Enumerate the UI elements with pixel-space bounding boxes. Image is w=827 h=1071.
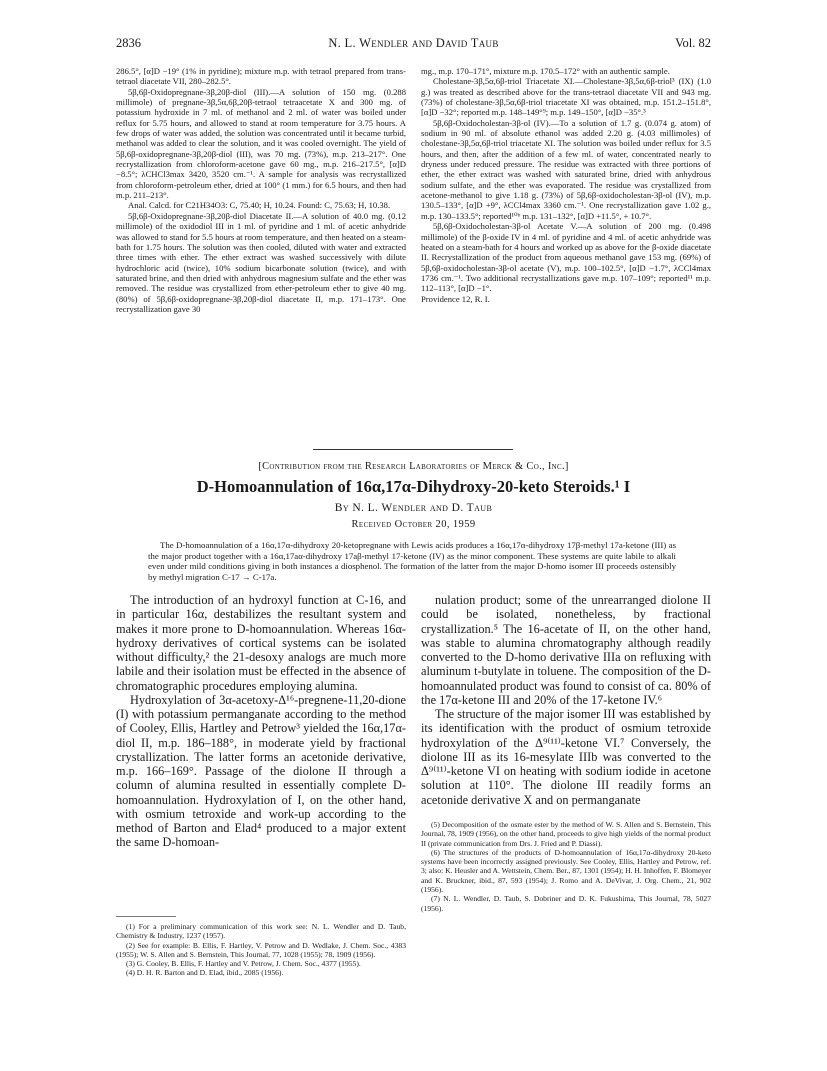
- experimental-paragraph: 5β,6β-Oxidopregnane-3β,20β-diol Diacetate II.—A solution of 40.0 mg. (0.12 millimole) of the oxidodiol III in 1 ml. of pyridine and 1 ml. of acetic anhydride was allowed to stand for 5.5 hours at room temperature, and then heated on a steam-bath for 1.75 hours. The solution was then cooled, diluted with water and extracted three times with ether. The ether extract was washed successively with dilute hydrochloric acid (twice), 10% sodium bicarbonate solution (twice), and with saturated brine, and then dried with anhydrous magnesium sulfate and the ether was removed. The residue was crystallized from ether-petroleum ether to give 40 mg. (80%) of 5β,6β-oxidopregnane-3β,20β-diol diacetate II, m.p. 171–173°. One recrystallization gave 30: [116, 210, 406, 314]
- received-date: Received October 20, 1959: [351, 519, 476, 530]
- page-number: 2836: [116, 36, 141, 50]
- footnotes-left: [116, 922, 406, 978]
- body-paragraph: Hydroxylation of 3α-acetoxy-Δ¹⁶-pregnene-11,20-dione (I) with potassium permanganate according to the method of Cooley, Ellis, Hartley and Petrow³ yielded the 16α,17α-diol II, m.p. 186–188°, in moderate yield by fractional crystallization. The latter forms an acetonide derivative, m.p. 166–169°. Passage of the diolone II through a column of alumina resulted in essentially complete D-homoannulation. Hydroxylation of I, on the other hand, with osmium tetroxide and work-up according to the method of Barton and Elad⁴ produced to a major extent the same D-homoan-: [116, 692, 406, 850]
- experimental-paragraph: mg., m.p. 170–171°, mixture m.p. 170.5–172° with an authentic sample.: [421, 66, 670, 76]
- affiliation-location: Providence 12, R. I.: [421, 293, 490, 304]
- experimental-right-column: [421, 66, 711, 304]
- experimental-left-column: [116, 66, 406, 314]
- experimental-paragraph: Cholestane-3β,5α,6β-triol Triacetate XI.—Cholestane-3β,5α,6β-triol³ (IX) (1.0 g.) was treated as described above for the trans-tetraol diacetate VII and 943 mg. (73%) of cholestane-3β,5α,6β-triol triacetate XI was obtained, m.p. 151.2–151.8°, [α]D −32°; reported m.p. 148–149°⁹; m.p. 149–150°, [α]D −35°.³: [421, 76, 711, 118]
- contribution-line: [Contribution from the Research Laboratories of Merck & Co., Inc.]: [258, 461, 569, 472]
- body-right-column: [421, 593, 711, 807]
- volume-label: Vol. 82: [675, 36, 711, 50]
- footnote-divider: [116, 916, 176, 917]
- abstract: The D-homoannulation of a 16α,17α-dihydroxy 20-ketopregnane with Lewis acids produces a 16α,17α-dihydroxy 17β-methyl 17a-ketone (III) as the major product together with a 16α,17aα-dihydroxy 17aβ-methyl 17-ketone (IV) as the minor component. These systems are quite labile to alkali even under mild conditions giving in both instances a diosphenol. The formation of the latter from the major D-homo isomer III proceeds ostensibly by methyl migration C-17 → C-17a.: [148, 540, 676, 582]
- footnote: (4) D. H. R. Barton and D. Elad, ibid., 2085 (1956).: [126, 968, 284, 978]
- experimental-paragraph: Anal. Calcd. for C21H34O3: C, 75.40; H, 10.24. Found: C, 75.63; H, 10.38.: [128, 200, 391, 211]
- footnote: (7) N. L. Wendler, D. Taub, S. Dobriner and D. K. Fukushima, This Journal, 78, 5027 (1956).: [421, 894, 711, 913]
- body-paragraph: nulation product; some of the unrearranged diolone II could be isolated, nonetheless, by fractional crystallization.⁵ The 16-acetate of II, on the other hand, was stable to alumina chromatography although readily converted to the D-homo derivative IIIa on refluxing with aluminum t-butylate in toluene. The composition of the D-homoannulated product was found to consist of ca. 80% of the 17α-ketone III and 20% of the 17-ketone IV.⁶: [421, 593, 711, 707]
- footnote: (3) G. Cooley, B. Ellis, F. Hartley and V. Petrow, J. Chem. Soc., 4377 (1955).: [126, 959, 361, 969]
- body-paragraph: The structure of the major isomer III was established by its identification with the product of osmium tetroxide hydroxylation of the Δ⁹⁽¹¹⁾-ketone VI.⁷ Conversely, the diolone III as its 16-mesylate IIIb was converted to the Δ⁹⁽¹¹⁾-ketone VI on heating with sodium iodide in acetone solution at 110°. The diolone III readily forms an acetonide derivative X and on permanganate: [421, 707, 711, 807]
- body-paragraph: The introduction of an hydroxyl function at C-16, and in particular 16α, destabilizes the resultant system and makes it more prone to D-homoannulation. Whereas 16α-hydroxy derivatives of cortical systems can be isolated without difficulty,² the 21-desoxy analogs are much more labile and their isolation must be effected in the absence of chromatographic procedures employing alumina.: [116, 593, 406, 693]
- footnote: (6) The structures of the products of D-homoannulation of 16α,17α-dihydroxy 20-keto systems have been incorrectly assigned previously. See Cooley, Ellis, Hartley and Petrow, ref. 3; also: K. Heusler and A. Wettstein, Chem. Ber., 87, 1301 (1954); H. H. Inhoffen, F. Blomeyer and K. Bruckner, ibid., 87, 593 (1954); J. Romo and A. DeVivar, J. Org. Chem., 21, 902 (1956).: [421, 847, 711, 895]
- running-head-authors: N. L. Wendler and David Taub: [328, 36, 499, 50]
- footnote: (2) See for example: B. Ellis, F. Hartley, V. Petrow and D. Wedlake, J. Chem. Soc., 4383 (1955); W. S. Allen and S. Bernstein, This Journal, 77, 1028 (1955); 78, 1909 (1956).: [116, 940, 406, 959]
- experimental-paragraph: 5β,6β-Oxidocholestan-3β-ol (IV).—To a solution of 1.7 g. (0.074 g. atom) of sodium in 90 ml. of absolute ethanol was added 2.20 g. (4.03 millimoles) of cholestane-3β,5α,6β-triol triacetate XI. The solution was boiled under reflux for 3.5 hours, and then, after the addition of a few ml. of water, concentrated nearly to dryness under reduced pressure. The residue was extracted with three portions of ether, the ether extract was washed with saturated brine, dried with anhydrous sodium sulfate, and the ether was evaporated. The residue was crystallized from acetone-methanol to give 1.18 g. (73%) of 5β,6β-oxidocholestan-3β-ol (IV), m.p. 130.5–133°, [α]D +9°, λCCl4max 3360 cm.⁻¹. One recrystallization gave 1.02 g., m.p. 130–133.5°; reported¹⁰ᵇ m.p. 131–132°, [α]D +11.5°, + 10.7°.: [421, 117, 711, 221]
- footnotes-right: [421, 820, 711, 913]
- experimental-paragraph: 5β,6β-Oxidocholestan-3β-ol Acetate V.—A solution of 200 mg. (0.498 millimole) of the β-oxide IV in 4 ml. of pyridine and 4 ml. of acetic anhydride was heated on a steam-bath for 4 hours and worked up as above for the β-oxide diacetate II. Recrystallization of the product from aqueous methanol gave 153 mg. (69%) of 5β,6β-oxidocholestan-3β-ol acetate (V), m.p. 100–102.5°, [α]D −1.7°, λCCl4max 1736 cm.⁻¹. Two additional recrystallizations gave m.p. 107–109°; reported¹¹ m.p. 112–113°, [α]D −1°.: [421, 221, 712, 294]
- article-title: D-Homoannulation of 16α,17α-Dihydroxy-20-keto Steroids.¹ I: [196, 477, 631, 496]
- section-divider: [313, 449, 513, 450]
- body-left-column: [116, 593, 406, 850]
- footnote: (5) Decomposition of the osmate ester by the method of W. S. Allen and S. Bernstein, This Journal, 78, 1909 (1956), on the other hand, proceeds to give high yields of the normal product II (private communication from Drs. J. Fried and P. Diassi).: [421, 820, 711, 848]
- experimental-paragraph: 286.5°, [α]D −19° (1% in pyridine); mixture m.p. with tetraol prepared from trans-tetraol diacetate VII, 280–282.5°.: [116, 66, 406, 87]
- byline: By N. L. Wendler and D. Taub: [334, 502, 493, 514]
- experimental-paragraph: 5β,6β-Oxidopregnane-3β,20β-diol (III).—A solution of 150 mg. (0.288 millimole) of pregnane-3β,5α,6β,20β-tetraol tetraacetate X and 300 mg. of potassium hydroxide in 7 ml. of methanol and 2 ml. of water was boiled under reflux for 5.75 hours, and allowed to stand at room temperature for 3.75 hours. A few drops of water was added, the solution was concentrated until it became turbid, methanol was added to clear the solution, and it was cooled overnight. The yield of 5β,6β-oxidopregnane-3β,20β-diol (III), was 70 mg. (73%), m.p. 213–217°. One recrystallization from chloroform-acetone gave 60 mg., m.p. 216–217.5°, [α]D −8.5°; λCHCl3max 3420, 3520 cm.⁻¹. A sample for analysis was recrystallized from chloroform-petroleum ether, dried at 100° (1 mm.) for 6.5 hours, and then had m.p. 211–213°.: [116, 86, 406, 201]
- footnote: (1) For a preliminary communication of this work see: N. L. Wendler and D. Taub, Chemistry & Industry, 1237 (1957).: [116, 922, 406, 941]
- running-head: [116, 36, 711, 52]
